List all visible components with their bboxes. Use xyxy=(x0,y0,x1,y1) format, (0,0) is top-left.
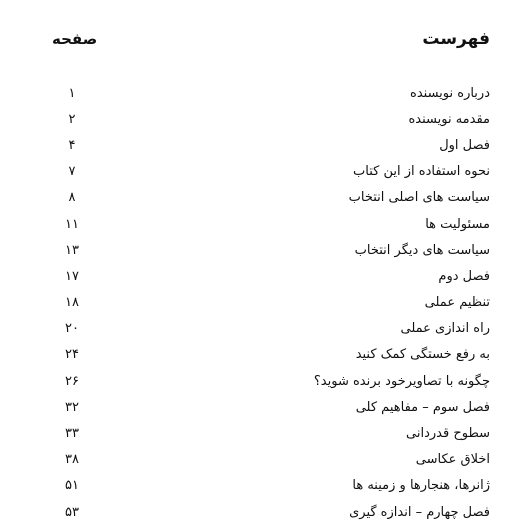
toc-entry[interactable] xyxy=(60,473,490,499)
toc-entry-title: چگونه با تصاویرخود برنده شوید؟ xyxy=(313,373,490,389)
toc-entry-page: ۲ xyxy=(68,111,76,127)
toc-entry-page: ۱۷ xyxy=(65,268,79,284)
toc-title: فهرست xyxy=(422,29,490,49)
toc-entry-page: ۵۱ xyxy=(65,478,79,494)
toc-entry-page: ۵۳ xyxy=(65,504,79,520)
toc-entry[interactable] xyxy=(60,290,490,316)
toc-entry-title: مقدمه نویسنده xyxy=(408,111,490,127)
toc-entry-title: فصل دوم xyxy=(438,268,490,284)
toc-entry-page: ۸ xyxy=(68,190,76,206)
toc-entry-page: ۲۰ xyxy=(65,321,79,337)
toc-entry[interactable] xyxy=(60,342,490,368)
toc-entry-title: نحوه استفاده از این کتاب xyxy=(353,164,490,180)
toc-entry-title: مسئولیت ها xyxy=(425,216,490,232)
toc-entry[interactable] xyxy=(60,420,490,446)
toc-entry[interactable] xyxy=(60,237,490,263)
toc-entry-title: تنظیم عملی xyxy=(424,295,490,311)
toc-entry-page: ۳۸ xyxy=(65,452,79,468)
toc-entry-page: ۲۴ xyxy=(65,347,79,363)
page-column-label: صفحه xyxy=(52,30,98,48)
toc-entry-title: سطوح قدردانی xyxy=(406,426,490,442)
toc-entry-page: ۳۳ xyxy=(65,426,79,442)
toc-entry-title: فصل چهارم – اندازه گیری xyxy=(349,504,490,520)
toc-entry[interactable] xyxy=(60,394,490,420)
toc-entry-page: ۲۶ xyxy=(65,373,79,389)
toc-entry[interactable] xyxy=(60,499,490,525)
toc-entry-title: اخلاق عکاسی xyxy=(415,452,490,468)
toc-entry[interactable] xyxy=(60,316,490,342)
toc-entry-page: ۳۲ xyxy=(65,399,79,415)
toc-header xyxy=(52,24,490,54)
toc-entry-title: راه اندازی عملی xyxy=(400,321,490,337)
toc-entry-page: ۱۳ xyxy=(65,242,79,258)
toc-entry-title: فصل اول xyxy=(439,137,490,153)
toc-entry[interactable] xyxy=(60,211,490,237)
toc-entry[interactable] xyxy=(60,132,490,158)
toc-entry-page: ۱۱ xyxy=(65,216,79,232)
toc-entry-title: سیاست های دیگر انتخاب xyxy=(354,242,490,258)
toc-entry[interactable] xyxy=(60,80,490,106)
toc-entry-title: فصل سوم – مفاهیم کلی xyxy=(355,399,490,415)
toc-entry-page: ۱ xyxy=(68,85,76,101)
toc-entry[interactable] xyxy=(60,106,490,132)
toc-entry[interactable] xyxy=(60,185,490,211)
toc-entry[interactable] xyxy=(60,447,490,473)
toc-entry[interactable] xyxy=(60,159,490,185)
toc-entry-page: ۷ xyxy=(68,164,76,180)
toc-entry-title: درباره نویسنده xyxy=(410,85,490,101)
toc-list xyxy=(60,80,490,525)
toc-entry-title: ژانرها، هنجارها و زمینه ها xyxy=(352,478,490,494)
toc-entry[interactable] xyxy=(60,368,490,394)
toc-entry-title: سیاست های اصلی انتخاب xyxy=(348,190,490,206)
toc-entry-title: به رفع خستگی کمک کنید xyxy=(355,347,490,363)
toc-entry-page: ۱۸ xyxy=(65,295,79,311)
toc-entry-page: ۴ xyxy=(68,137,76,153)
toc-entry[interactable] xyxy=(60,263,490,289)
